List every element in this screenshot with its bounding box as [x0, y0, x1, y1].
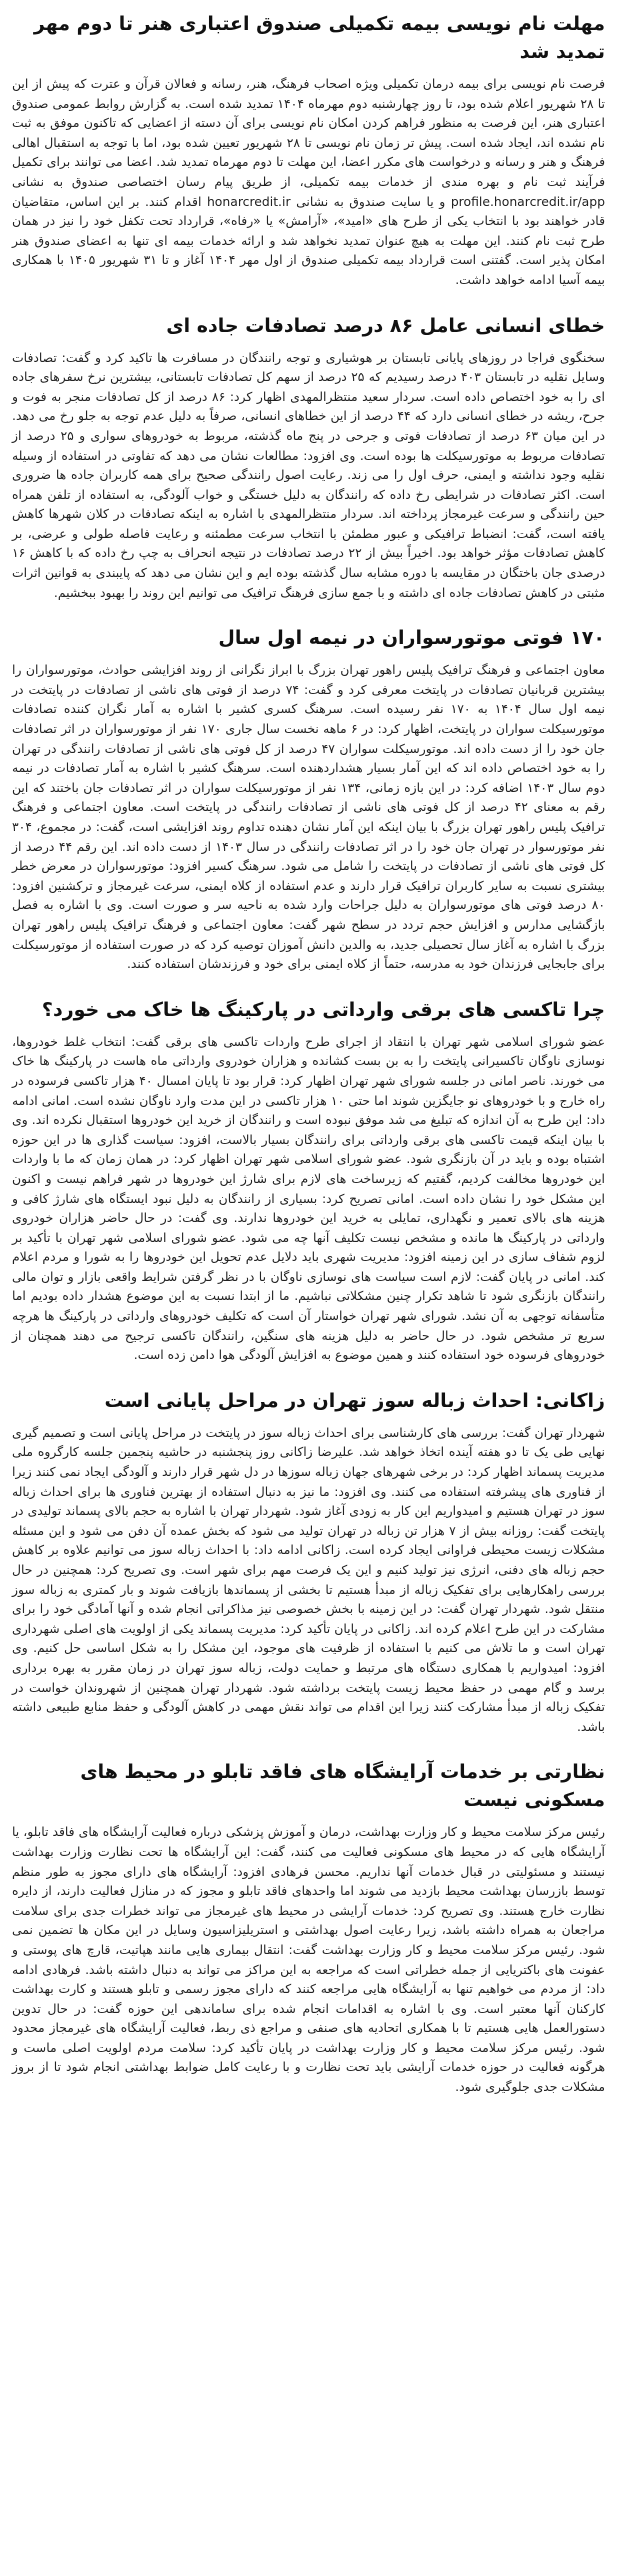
- article-salons: [12, 1758, 605, 2096]
- article-insurance: [12, 10, 605, 290]
- article-headline: مهلت نام نویسی بیمه تکمیلی صندوق اعتباری هنر تا دوم مهر تمدید شد: [33, 13, 605, 63]
- article-human-error: [12, 312, 605, 603]
- article-headline: خطای انسانی عامل ۸۶ درصد تصادفات جاده ای: [166, 314, 605, 337]
- article-electric-taxis: [12, 996, 605, 1365]
- article-motorcyclists: [12, 624, 605, 974]
- article-headline: ۱۷۰ فوتی موتورسواران در نیمه اول سال: [218, 627, 605, 650]
- article-headline: زاکانی: احداث زباله سوز تهران در مراحل پایانی است: [104, 1389, 605, 1412]
- article-body: رئیس مرکز سلامت محیط و کار وزارت بهداشت، درمان و آموزش پزشکی درباره فعالیت آرایشگاه های فاقد تابلو، یا آرایشگاه هایی که در محیط های مسکونی فعالیت می کنند، گفت: این آرایشگاه ها تحت نظارت وزارت بهداشت نیستند و مسئولیتی در قبال خدمات آنها نداریم. محسن فرهادی افزود: آرایشگاه های دارای مجوز به طور منظم توسط بازرسان بهداشت محیط بازدید می شوند اما واحدهای فاقد تابلو و مجوز که در منازل فعالیت دارند، از دایره نظارت خارج هستند. وی تصریح کرد: خدمات آرایشی در محیط های غیرمجاز می تواند خطرات جدی برای سلامت مراجعان به همراه داشته باشد، زیرا رعایت اصول بهداشتی و استریلیزاسیون وسایل در این مکان ها تضمین نمی شود. رئیس مرکز سلامت محیط و کار وزارت بهداشت گفت: انتقال بیماری هایی مانند هپاتیت، قارچ های پوستی و عفونت های باکتریایی از جمله خطراتی است که مراجعه به این مراکز می تواند به دنبال داشته باشد. فرهادی ادامه داد: از مردم می خواهیم تنها به آرایشگاه هایی مراجعه کنند که دارای مجوز رسمی و تابلو هستند و کارت بهداشت کارکنان آنها معتبر است. وی با اشاره به اقدامات انجام شده برای ساماندهی این حوزه گفت: در حال تدوین دستورالعمل هایی هستیم تا با همکاری اتحادیه های صنفی و مراجع ذی ربط، فعالیت آرایشگاه های غیرمجاز محدود شود. رئیس مرکز سلامت محیط و کار وزارت بهداشت در پایان تأکید کرد: سلامت مردم اولویت اصلی ماست و هرگونه فعالیت در حوزه خدمات آرایشی باید تحت نظارت و با رعایت کامل ضوابط بهداشتی انجام شود تا از بروز مشکلات جدی جلوگیری شود.: [12, 1824, 605, 2095]
- article-body: فرصت نام نویسی برای بیمه درمان تکمیلی ویژه اصحاب فرهنگ، هنر، رسانه و فعالان قرآن و عترت که پیش از این تا ۲۸ شهریور اعلام شده بود، تا روز چهارشنبه دوم مهرماه ۱۴۰۴ تمدید شده است. به گزارش روابط عمومی صندوق اعتباری هنر، این فرصت به منظور فراهم کردن امکان نام نویسی برای آن دسته از اعضایی که تاکنون موفق به ثبت نام نشده اند، ایجاد شده است. پیش تر زمان نام نویسی تا ۲۸ شهریور تعیین شده بود، اما با توجه به استقبال اهالی فرهنگ و هنر و رسانه و درخواست های مکرر اعضا، این مهلت تا دوم مهرماه تمدید شد. اعضا می توانند برای تکمیل فرآیند ثبت نام و بهره مندی از خدمات بیمه تکمیلی، از طریق پیام رسان اختصاصی صندوق به نشانی profile.honarcredit.ir/app و یا سایت صندوق به نشانی honarcredit.ir اقدام کنند. بر این اساس، متقاضیان قادر خواهند بود با انتخاب یکی از طرح های «امید»، «آرامش» یا «رفاه»، قرارداد تحت تکفل خود را نیز در همان طرح ثبت نام کنند. این مهلت به هیچ عنوان تمدید نخواهد شد و ارائه خدمات بیمه ای تنها به اعضای صندوق هنر امکان پذیر است. گفتنی است قرارداد بیمه تکمیلی صندوق از اول مهر ۱۴۰۴ آغاز و تا ۳۱ شهریور ۱۴۰۵ با همکاری بیمه آسیا ادامه خواهد داشت.: [12, 76, 605, 287]
- article-headline: چرا تاکسی های برقی وارداتی در پارکینگ ها خاک می خورد؟: [41, 998, 605, 1021]
- article-body: معاون اجتماعی و فرهنگ ترافیک پلیس راهور تهران بزرگ با ابراز نگرانی از روند افزایشی حوادث، موتورسواران را بیشترین قربانیان تصادفات در پایتخت معرفی کرد و گفت: ۷۴ درصد از فوتی های ناشی از تصادفات در پایتخت در نیمه اول سال ۱۴۰۴ به ۱۷۰ نفر رسیده است. سرهنگ کسری کشیر با اشاره به آمار نگران کننده تصادفات موتورسیکلت سواران در پایتخت، اظهار کرد: در ۶ ماهه نخست سال جاری ۱۷۰ نفر از موتورسواران در اثر تصادفات جان خود را از دست داده اند. موتورسیکلت سواران ۴۷ درصد از کل فوتی های ناشی از تصادفات رانندگی در تهران را به خود اختصاص داده اند که این آمار بسیار هشداردهنده است. سرهنگ کشیر با اشاره به آمار تصادفات در نیمه دوم سال ۱۴۰۳ اضافه کرد: در این بازه زمانی، ۱۳۴ نفر از موتورسیکلت سواران در اثر تصادفات جان باختند که این رقم به معنای ۴۲ درصد از کل فوتی های ناشی از تصادفات رانندگی در پایتخت است. معاون اجتماعی و فرهنگ ترافیک پلیس راهور تهران بزرگ با بیان اینکه این آمار نشان دهنده تداوم روند افزایشی است، گفت: در مجموع، ۳۰۴ نفر موتورسوار در تهران جان خود را در اثر تصادفات رانندگی در سال ۱۴۰۳ از دست داده اند. این رقم ۴۴ درصد از کل فوتی های ناشی از تصادفات در پایتخت را شامل می شود. سرهنگ کسیر افزود: موتورسواران در معرض خطر بیشتری نسبت به سایر کاربران ترافیک قرار دارند و عدم استفاده از کلاه ایمنی، سرعت غیرمجاز و ترکشنین افزود: ۸۰ درصد فوتی های موتورسواران به دلیل جراحات وارد شده به ناحیه سر و صورت است. وی با اشاره به فصل بازگشایی مدارس و افزایش حجم تردد در سطح شهر گفت: معاون اجتماعی و فرهنگ ترافیک پلیس راهور تهران بزرگ با اشاره به آغاز سال تحصیلی جدید، به والدین دانش آموزان توصیه کرد که در صورت استفاده از موتورسیکلت برای جابجایی فرزندان خود به مدرسه، حتماً از کلاه ایمنی برای خود و فرزندشان استفاده کنند.: [12, 662, 606, 972]
- article-body: عضو شورای اسلامی شهر تهران با انتقاد از اجرای طرح واردات تاکسی های برقی گفت: انتخاب غلط خودروها، نوسازی ناوگان تاکسیرانی پایتخت را به بن بست کشانده و هزاران خودروی وارداتی ماه هاست در پارکینگ ها خاک می خورند. ناصر امانی در جلسه شورای شهر تهران اظهار کرد: قرار بود تا پایان امسال ۴۰ هزار تاکسی فرسوده در راه خارج و با خودروهای نو جایگزین شوند اما حتی ۱۰ هزار تاکسی در این مدت وارد ناوگان نشده است. امانی ادامه داد: این طرح به آن اندازه که تبلیغ می شد موفق نبوده است و رانندگان از خرید این خودروها استقبال نکرده اند. وی با بیان اینکه قیمت تاکسی های برقی وارداتی برای رانندگان بسیار بالاست، افزود: سیاست گذاری ها در این حوزه اشتباه بوده و باید در آن بازنگری شود. عضو شورای اسلامی شهر تهران اظهار کرد: در همان زمان که ما با واردات این خودروها مخالفت کردیم، گفتیم که زیرساخت های لازم برای شارژ این خودروها در شهر فراهم نیست و اکنون این مشکل خود را نشان داده است. امانی تصریح کرد: بسیاری از رانندگان به دلیل نبود ایستگاه های شارژ کافی و هزینه های بالای تعمیر و نگهداری، تمایلی به خرید این خودروها ندارند. وی گفت: در حال حاضر هزاران خودروی وارداتی در پارکینگ ها مانده و مشخص نیست تکلیف آنها چه می شود. عضو شورای اسلامی شهر تهران با تأکید بر لزوم شفاف سازی در این زمینه افزود: مدیریت شهری باید دلایل عدم تحویل این خودروها را به شورا و مردم اعلام کند. امانی در پایان گفت: لازم است سیاست های نوسازی ناوگان با در نظر گرفتن شرایط واقعی بازار و توان مالی رانندگان بازنگری شود تا شاهد تکرار چنین مشکلاتی نباشیم. ما از ابتدا نسبت به این موضوع هشدار داده بودیم اما متأسفانه توجهی به آن نشد. شورای شهر تهران خواستار آن است که تکلیف خودروهای وارداتی در پارکینگ ها هرچه سریع تر مشخص شود. در حال حاضر به دلیل هزینه های سنگین، رانندگان تاکسی ترجیح می دهند همچنان از خودروهای فرسوده خود استفاده کنند و همین موضوع به افزایش آلودگی هوا دامن زده است.: [12, 1033, 606, 1363]
- article-body: سخنگوی فراجا در روزهای پایانی تابستان بر هوشیاری و توجه رانندگان در مسافرت ها تاکید کرد و گفت: تصادفات وسایل نقلیه در تابستان ۴۰۳ درصد رسیدیم که ۲۵ درصد از سهم کل تصادفات تابستانی، بیشترین نرخ سفرهای جاده ای را به خود اختصاص داده است. سردار سعید منتظرالمهدی اظهار کرد: ۸۶ درصد از کل تصادفات منجر به فوت و جرح، ریشه در خطای انسانی دارد که ۴۴ درصد از این خطاهای انسانی، صرفاً به دلیل عدم توجه به جلو رخ می دهد. در این میان ۶۳ درصد از تصادفات فوتی و جرحی در پنج ماه گذشته، مربوط به خودروهای سواری و ۲۵ درصد از تصادفات مربوط به موتورسیکلت ها بوده است. وی افزود: مطالعات نشان می دهد که تفاوتی در استفاده از وسیله نقلیه وجود نداشته و ایمنی، حرف اول را می زند. رعایت اصول رانندگی صحیح برای همه کاربران جاده ها ضروری است. اکثر تصادفات در شرایطی رخ داده که رانندگان به دلیل خستگی و خواب آلودگی، به استفاده از تلفن همراه حین رانندگی و سرعت غیرمجاز پرداخته اند. سردار منتظرالمهدی با اشاره به اینکه تصادفات در کلان شهرها کاهش یافته است، گفت: انضباط ترافیکی و عبور مطمئن با انتخاب سرعت مطمئنه و رعایت فاصله طولی و عرضی، بر کاهش تصادفات مؤثر خواهد بود. اخیراً بیش از ۲۲ درصد تصادفات در نتیجه انحراف به چپ رخ داده که با کاهش ۱۶ درصدی جان باختگان در مقایسه با دوره مشابه سال گذشته بوده ایم و این نشان می دهد که پایبندی به قوانین اثرات مثبتی در کاهش تصادفات جاده ای داشته و با جمع سازی فرهنگ ترافیک می توانیم این روند را بهبود ببخشیم.: [12, 349, 605, 600]
- article-incinerator: [12, 1387, 605, 1737]
- article-headline: نظارتی بر خدمات آرایشگاه های فاقد تابلو در محیط های مسکونی نیست: [80, 1761, 605, 1812]
- article-body: شهردار تهران گفت: بررسی های کارشناسی برای احداث زباله سوز در پایتخت در مراحل پایانی است و تصمیم گیری نهایی طی یک تا دو هفته آینده اتخاذ خواهد شد. علیرضا زاکانی روز پنجشنبه در حاشیه پنجمین جلسه کارگروه ملی مدیریت پسماند اظهار کرد: در برخی شهرهای جهان زباله سوزها در دل شهر قرار دارند و آلودگی ایجاد نمی کنند زیرا از فناوری های پیشرفته استفاده می کنند. وی افزود: ما نیز به دنبال استفاده از بهترین فناوری ها برای احداث زباله سوز در تهران هستیم و امیدواریم این کار به زودی آغاز شود. شهردار تهران با اشاره به حجم بالای پسماند تولیدی در پایتخت گفت: روزانه بیش از ۷ هزار تن زباله در تهران تولید می شود که بخش عمده آن دفن می شود و این مسئله مشکلات زیست محیطی فراوانی ایجاد کرده است. زاکانی ادامه داد: با احداث زباله سوز می توانیم علاوه بر کاهش حجم زباله های دفنی، انرژی نیز تولید کنیم و این یک فرصت مهم برای شهر است. وی تصریح کرد: همچنین در حال بررسی راهکارهایی برای تفکیک زباله از مبدأ هستیم تا بخشی از پسماندها بازیافت شوند و بار کمتری به زباله سوز منتقل شود. شهردار تهران گفت: در این زمینه با بخش خصوصی نیز مذاکراتی انجام شده و آنها آمادگی خود را برای مشارکت در این طرح اعلام کرده اند. زاکانی در پایان تأکید کرد: مدیریت پسماند یکی از اولویت های اصلی شهرداری تهران است و ما تلاش می کنیم با استفاده از ظرفیت های موجود، این مشکل را به شکل اساسی حل کنیم. وی افزود: امیدواریم با همکاری دستگاه های مرتبط و حمایت دولت، زباله سوز تهران در زمان مقرر به بهره برداری برسد و گام مهمی در حفظ محیط زیست پایتخت برداشته شود. شهردار تهران همچنین از شهروندان خواست در تفکیک زباله از مبدأ مشارکت کنند زیرا این اقدام می تواند نقش مهمی در کاهش آلودگی و حفظ منابع طبیعی داشته باشد.: [12, 1424, 605, 1734]
